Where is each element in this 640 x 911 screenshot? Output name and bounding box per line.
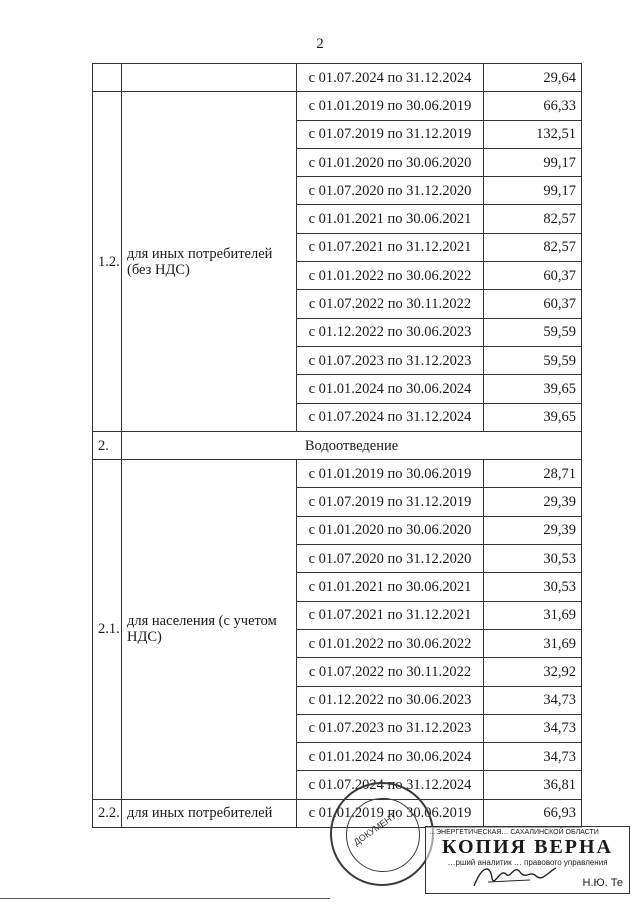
period-cell: с 01.07.2022 по 30.11.2022 [297, 658, 484, 686]
tariff-value: 29,64 [484, 64, 582, 92]
period-cell: с 01.07.2022 по 30.11.2022 [297, 290, 484, 318]
period-cell: с 01.01.2024 по 30.06.2024 [297, 375, 484, 403]
tariff-value: 59,59 [484, 346, 582, 374]
period-cell: с 01.01.2022 по 30.06.2022 [297, 262, 484, 290]
tariff-value: 99,17 [484, 177, 582, 205]
table-row [93, 460, 582, 488]
period-cell: с 01.01.2021 по 30.06.2021 [297, 573, 484, 601]
tariff-value: 29,39 [484, 516, 582, 544]
page-number: 2 [316, 36, 324, 52]
tariff-value: 60,37 [484, 290, 582, 318]
period-cell: с 01.07.2021 по 31.12.2021 [297, 601, 484, 629]
tariff-value: 34,73 [484, 743, 582, 771]
tariff-value: 34,73 [484, 686, 582, 714]
tariff-value: 99,17 [484, 148, 582, 176]
period-cell: с 01.07.2019 по 31.12.2019 [297, 120, 484, 148]
period-cell: с 01.12.2022 по 30.06.2023 [297, 318, 484, 346]
period-cell: с 01.01.2022 по 30.06.2022 [297, 629, 484, 657]
period-cell: с 01.07.2024 по 31.12.2024 [297, 403, 484, 431]
period-cell: с 01.07.2023 по 31.12.2023 [297, 714, 484, 742]
tariff-value: 82,57 [484, 233, 582, 261]
tariff-table [92, 63, 582, 828]
consumer-category: для населения (с учетом НДС) [122, 460, 297, 800]
consumer-category: для иных потребителей (без НДС) [122, 92, 297, 432]
round-seal-text: ДОКУМЕНТ [351, 810, 399, 848]
tariff-value: 30,53 [484, 573, 582, 601]
period-cell: с 01.07.2024 по 31.12.2024 [297, 771, 484, 799]
period-cell: с 01.01.2019 по 30.06.2019 [297, 460, 484, 488]
period-cell: с 01.07.2019 по 31.12.2019 [297, 488, 484, 516]
tariff-value: 82,57 [484, 205, 582, 233]
tariff-value: 132,51 [484, 120, 582, 148]
item-number: 2.1. [93, 460, 122, 800]
tariff-value: 39,65 [484, 375, 582, 403]
tariff-value: 66,93 [484, 799, 582, 827]
tariff-value: 39,65 [484, 403, 582, 431]
period-cell: с 01.01.2020 по 30.06.2020 [297, 516, 484, 544]
stamp-title: КОПИЯ ВЕРНА [441, 836, 613, 858]
section-number: 2. [93, 431, 122, 459]
period-cell: с 01.07.2024 по 31.12.2024 [297, 64, 484, 92]
consumer-category: для иных потребителей [122, 799, 297, 827]
stamp-name: Н.Ю. Те [582, 877, 623, 889]
tariff-value: 32,92 [484, 658, 582, 686]
bottom-rule [0, 898, 330, 899]
period-cell: с 01.07.2020 по 31.12.2020 [297, 545, 484, 573]
tariff-value: 30,53 [484, 545, 582, 573]
period-cell: с 01.01.2019 по 30.06.2019 [297, 92, 484, 120]
consumer-category [122, 64, 297, 92]
period-cell: с 01.12.2022 по 30.06.2023 [297, 686, 484, 714]
item-number: 2.2. [93, 799, 122, 827]
table-row [93, 64, 582, 92]
period-cell: с 01.01.2024 по 30.06.2024 [297, 743, 484, 771]
period-cell: с 01.07.2023 по 31.12.2023 [297, 346, 484, 374]
tariff-value: 59,59 [484, 318, 582, 346]
period-cell: с 01.01.2021 по 30.06.2021 [297, 205, 484, 233]
period-cell: с 01.07.2020 по 31.12.2020 [297, 177, 484, 205]
tariff-value: 31,69 [484, 629, 582, 657]
tariff-value: 60,37 [484, 262, 582, 290]
stamp-org: …ЭНЕРГЕТИЧЕСКАЯ… САХАЛИНСКОЙ ОБЛАСТИ [429, 829, 599, 836]
tariff-value: 29,39 [484, 488, 582, 516]
round-seal [330, 782, 434, 886]
table-row [93, 92, 582, 120]
tariff-value: 31,69 [484, 601, 582, 629]
tariff-value: 34,73 [484, 714, 582, 742]
period-cell: с 01.01.2020 по 30.06.2020 [297, 148, 484, 176]
section-title: Водоотведение [122, 431, 582, 459]
item-number [93, 64, 122, 92]
period-cell: с 01.01.2019 по 30.06.2019 [297, 799, 484, 827]
signature [470, 858, 560, 894]
period-cell: с 01.07.2021 по 31.12.2021 [297, 233, 484, 261]
item-number: 1.2. [93, 92, 122, 432]
stamp-position: …рший аналитик … правового управления [447, 858, 608, 867]
tariff-value: 66,33 [484, 92, 582, 120]
tariff-value: 36,81 [484, 771, 582, 799]
tariff-value: 28,71 [484, 460, 582, 488]
section-row [93, 431, 582, 459]
